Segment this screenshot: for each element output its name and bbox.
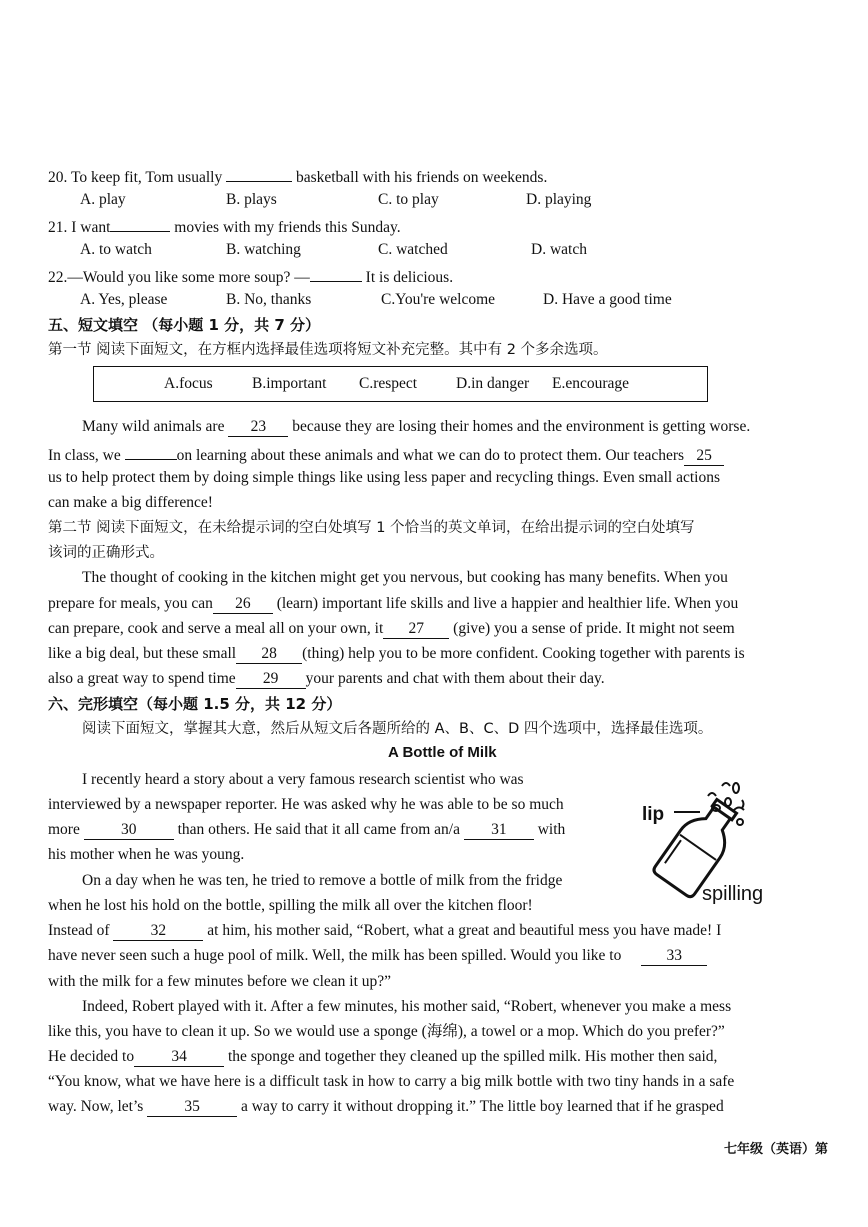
p3-line-9: with the milk for a few minutes before we clean it up?” [48, 973, 392, 990]
blank-35[interactable]: 35 [147, 1099, 237, 1117]
q20-option-b[interactable]: B. plays [226, 191, 277, 208]
q22-stem: 22.—Would you like some more soup? — It is delicious. [48, 264, 453, 288]
q20-option-a[interactable]: A. play [80, 191, 126, 208]
section6-heading: 六、完形填空（每小题 1.5 分，共 12 分） [48, 695, 342, 713]
blank-34[interactable]: 34 [134, 1049, 224, 1067]
p3-line-6: when he lost his hold on the bottle, spilling the milk all over the kitchen floor! [48, 897, 533, 914]
p2-line-1: The thought of cooking in the kitchen might get you nervous, but cooking has many benefits. When you [82, 569, 728, 586]
p3-line-2: interviewed by a newspaper reporter. He was asked why he was able to be so much [48, 796, 564, 813]
q21-option-a[interactable]: A. to watch [80, 241, 152, 258]
word-bank-e[interactable]: E.encourage [552, 375, 630, 392]
q20-stem: 20. To keep fit, Tom usually basketball with his friends on weekends. [48, 164, 547, 188]
q21-option-d[interactable]: D. watch [531, 241, 587, 258]
q21-blank[interactable] [110, 214, 170, 232]
blank-27[interactable]: 27 [383, 621, 449, 639]
p1-line-3: us to help protect them by doing simple things like using less paper and recycling things. Even small actions [48, 469, 720, 486]
q21-stem: 21. I want movies with my friends this Sunday. [48, 214, 401, 238]
p2-line-4: like a big deal, but these small 28 (thing) help you to be more confident. Cooking together with parents is [48, 645, 745, 662]
p3-line-1: I recently heard a story about a very famous research scientist who was [82, 771, 524, 788]
word-bank-b[interactable]: B.important [252, 375, 327, 392]
p3-line-10: Indeed, Robert played with it. After a few minutes, his mother said, “Robert, whenever you make a mess [82, 998, 732, 1015]
p3-line-14: way. Now, let’s 35 a way to carry it without dropping it.” The little boy learned that if he grasped [48, 1098, 724, 1115]
blank-28[interactable]: 28 [236, 646, 302, 664]
p2-line-3: can prepare, cook and serve a meal all on your own, it 27 (give) you a sense of pride. It might not seem [48, 620, 735, 637]
q22-blank[interactable] [310, 264, 362, 282]
blank-25[interactable]: 25 [684, 448, 724, 466]
p1-line-1: Many wild animals are 23 because they are losing their homes and the environment is getting worse. [82, 418, 751, 435]
blank-32[interactable]: 32 [113, 923, 203, 941]
page-footer: 七年级（英语）第 [723, 1142, 828, 1157]
section5-part1-instructions: 第一节 阅读下面短文，在方框内选择最佳选项将短文补充完整。其中有 2 个多余选项。 [48, 342, 608, 358]
milk-bottle-illustration [636, 778, 776, 908]
q20-option-c[interactable]: C. to play [378, 191, 439, 208]
p3-line-11: like this, you have to clean it up. So we would use a sponge (海绵), a towel or a mop. Which do you prefer?” [48, 1023, 725, 1040]
word-bank-a[interactable]: A.focus [164, 375, 213, 392]
label-lip: lip [642, 804, 665, 825]
p3-line-13: “You know, what we have here is a difficult task in how to carry a big milk bottle with two tiny hands in a safe [48, 1073, 735, 1090]
q22-option-a[interactable]: A. Yes, please [80, 291, 168, 308]
blank-24[interactable] [125, 442, 177, 460]
blank-31[interactable]: 31 [464, 822, 534, 840]
p3-line-8: have never seen such a huge pool of milk. Well, the milk has been spilled. Would you like to 33 [48, 946, 707, 966]
p2-line-5: also a great way to spend time 29 your parents and chat with them about their day. [48, 670, 605, 687]
word-bank-box [93, 366, 708, 402]
blank-26[interactable]: 26 [213, 596, 273, 614]
q20-option-d[interactable]: D. playing [526, 191, 592, 208]
p2-line-2: prepare for meals, you can 26 (learn) important life skills and live a happier and healthier life. When you [48, 595, 739, 612]
q22-option-c[interactable]: C.You're welcome [381, 291, 496, 308]
q20-blank[interactable] [226, 164, 292, 182]
section5-heading: 五、短文填空 （每小题 1 分，共 7 分） [48, 316, 320, 334]
q22-option-b[interactable]: B. No, thanks [226, 291, 312, 308]
blank-33[interactable]: 33 [641, 948, 707, 966]
section6-instructions: 阅读下面短文，掌握其大意，然后从短文后各题所给的 A、B、C、D 四个选项中，选择最佳选项。 [82, 721, 713, 737]
passage-title: A Bottle of Milk [388, 744, 497, 761]
label-spilling: spilling [702, 883, 764, 905]
blank-30[interactable]: 30 [84, 822, 174, 840]
q22-option-d[interactable]: D. Have a good time [543, 291, 672, 308]
blank-23[interactable]: 23 [228, 419, 288, 437]
p3-line-4: his mother when he was young. [48, 846, 245, 863]
blank-29[interactable]: 29 [236, 671, 306, 689]
p3-line-3: more 30 than others. He said that it all came from an/a 31 with [48, 821, 566, 838]
p3-line-5: On a day when he was ten, he tried to remove a bottle of milk from the fridge [82, 872, 563, 889]
q21-option-c[interactable]: C. watched [378, 241, 448, 258]
p3-line-12: He decided to 34 the sponge and together they cleaned up the spilled milk. His mother then said, [48, 1048, 718, 1065]
section5-part2-instructions: 第二节 阅读下面短文，在未给提示词的空白处填写 1 个恰当的英文单词，在给出提示词的空白处填写 [48, 520, 695, 536]
section5-part2-instructions-cont: 该词的正确形式。 [48, 545, 164, 561]
word-bank-c[interactable]: C.respect [359, 375, 418, 392]
p1-line-2: In class, we on learning about these animals and what we can do to protect them. Our teachers 25 [48, 442, 724, 466]
p3-line-7: Instead of 32 at him, his mother said, “Robert, what a great and beautiful mess you have made! I [48, 922, 722, 939]
p1-line-4: can make a big difference! [48, 494, 213, 511]
q21-option-b[interactable]: B. watching [226, 241, 301, 258]
word-bank-d[interactable]: D.in danger [456, 375, 530, 392]
